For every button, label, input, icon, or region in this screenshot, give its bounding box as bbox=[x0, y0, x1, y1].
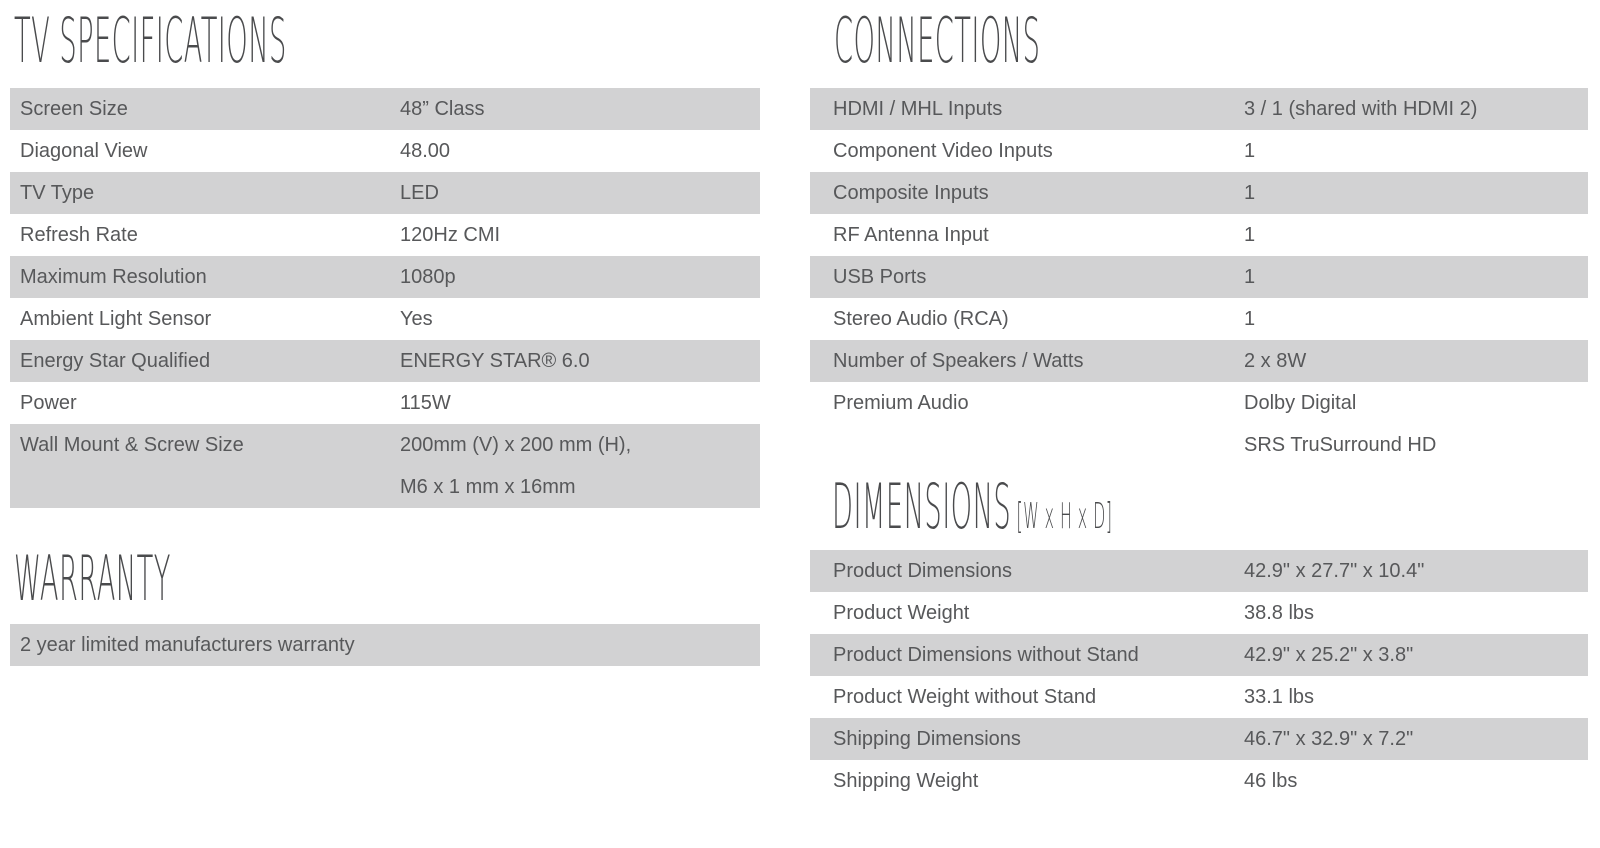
table-row bbox=[810, 88, 1588, 130]
spec-value bbox=[400, 424, 631, 508]
table-row bbox=[10, 214, 760, 256]
spec-label: Shipping Dimensions bbox=[833, 728, 1021, 750]
spec-value bbox=[1244, 382, 1436, 466]
spec-label: Wall Mount & Screw Size bbox=[20, 434, 244, 456]
table-row bbox=[10, 88, 760, 130]
spec-value: 48.00 bbox=[400, 140, 451, 162]
connections-heading bbox=[834, 4, 1041, 77]
table-row bbox=[810, 634, 1588, 676]
spec-value: 2 x 8W bbox=[1244, 350, 1307, 372]
tv-specifications-table bbox=[10, 88, 760, 508]
connections-title: CONNECTIONS bbox=[834, 4, 1041, 77]
spec-label: Screen Size bbox=[20, 98, 128, 120]
spec-label: Power bbox=[20, 392, 77, 414]
spec-value: 1 bbox=[1244, 140, 1256, 162]
spec-label: Number of Speakers / Watts bbox=[833, 350, 1084, 372]
spec-value: 48” Class bbox=[400, 98, 485, 120]
table-row bbox=[810, 550, 1588, 592]
table-row bbox=[810, 298, 1588, 340]
spec-value: 42.9" x 25.2" x 3.8" bbox=[1244, 644, 1414, 666]
table-row bbox=[810, 256, 1588, 298]
table-row bbox=[10, 130, 760, 172]
spec-label: Premium Audio bbox=[833, 392, 969, 414]
table-row bbox=[810, 172, 1588, 214]
spec-value: 1080p bbox=[400, 266, 456, 288]
dimensions-heading bbox=[832, 470, 1113, 546]
spec-value: 3 / 1 (shared with HDMI 2) bbox=[1244, 98, 1478, 120]
spec-value: ENERGY STAR® 6.0 bbox=[400, 350, 590, 372]
spec-value: 38.8 lbs bbox=[1244, 602, 1315, 624]
spec-label: Component Video Inputs bbox=[833, 140, 1053, 162]
spec-value: 120Hz CMI bbox=[400, 224, 501, 246]
spec-value-line-1: Dolby Digital bbox=[1244, 392, 1357, 414]
spec-label: TV Type bbox=[20, 182, 95, 204]
table-row bbox=[10, 256, 760, 298]
spec-label: Product Dimensions bbox=[833, 560, 1012, 582]
table-row bbox=[810, 382, 1588, 466]
spec-value: 1 bbox=[1244, 266, 1256, 288]
spec-value: 33.1 lbs bbox=[1244, 686, 1315, 708]
dimensions-title: DIMENSIONS bbox=[832, 470, 1012, 543]
table-row bbox=[10, 172, 760, 214]
spec-label: Ambient Light Sensor bbox=[20, 308, 212, 330]
spec-value: LED bbox=[400, 182, 439, 204]
warranty-text: 2 year limited manufacturers warranty bbox=[20, 634, 355, 656]
spec-label: RF Antenna Input bbox=[833, 224, 989, 246]
warranty-title: WARRANTY bbox=[14, 542, 171, 615]
spec-value: 46.7" x 32.9" x 7.2" bbox=[1244, 728, 1414, 750]
table-row bbox=[10, 298, 760, 340]
table-row bbox=[810, 760, 1588, 802]
table-row bbox=[810, 340, 1588, 382]
spec-label: Refresh Rate bbox=[20, 224, 138, 246]
spec-value-line-1: 200mm (V) x 200 mm (H), bbox=[400, 434, 632, 456]
spec-label: Product Weight without Stand bbox=[833, 686, 1097, 708]
table-row bbox=[10, 340, 760, 382]
spec-label: HDMI / MHL Inputs bbox=[833, 98, 1003, 120]
table-row bbox=[810, 676, 1588, 718]
table-row bbox=[10, 424, 760, 508]
spec-value: 46 lbs bbox=[1244, 770, 1298, 792]
warranty-heading bbox=[14, 542, 171, 615]
spec-label: Stereo Audio (RCA) bbox=[833, 308, 1009, 330]
spec-value: 42.9" x 27.7" x 10.4" bbox=[1244, 560, 1425, 582]
spec-value: 1 bbox=[1244, 182, 1256, 204]
spec-label: Product Weight bbox=[833, 602, 970, 624]
spec-label: Diagonal View bbox=[20, 140, 148, 162]
table-row bbox=[810, 718, 1588, 760]
table-row bbox=[810, 592, 1588, 634]
tv-specifications-title: TV SPECIFICATIONS bbox=[14, 4, 287, 77]
spec-label: Composite Inputs bbox=[833, 182, 989, 204]
connections-table bbox=[810, 88, 1588, 466]
spec-value-line-2: M6 x 1 mm x 16mm bbox=[400, 476, 576, 498]
spec-value: 1 bbox=[1244, 308, 1256, 330]
spec-label: Product Dimensions without Stand bbox=[833, 644, 1139, 666]
spec-label: Energy Star Qualified bbox=[20, 350, 211, 372]
spec-label: Shipping Weight bbox=[833, 770, 979, 792]
table-row bbox=[810, 130, 1588, 172]
spec-value: 115W bbox=[400, 392, 451, 414]
table-row bbox=[10, 624, 760, 666]
spec-value-line-2: SRS TruSurround HD bbox=[1244, 434, 1437, 456]
spec-label: USB Ports bbox=[833, 266, 927, 288]
spec-label: Maximum Resolution bbox=[20, 266, 207, 288]
spec-value: Yes bbox=[400, 308, 433, 330]
spec-value: 1 bbox=[1244, 224, 1256, 246]
table-row bbox=[810, 214, 1588, 256]
dimensions-title-suffix: [W x H x D] bbox=[1016, 496, 1113, 537]
warranty-table bbox=[10, 624, 760, 666]
table-row bbox=[10, 382, 760, 424]
dimensions-table bbox=[810, 550, 1588, 802]
tv-specifications-heading bbox=[14, 4, 287, 77]
